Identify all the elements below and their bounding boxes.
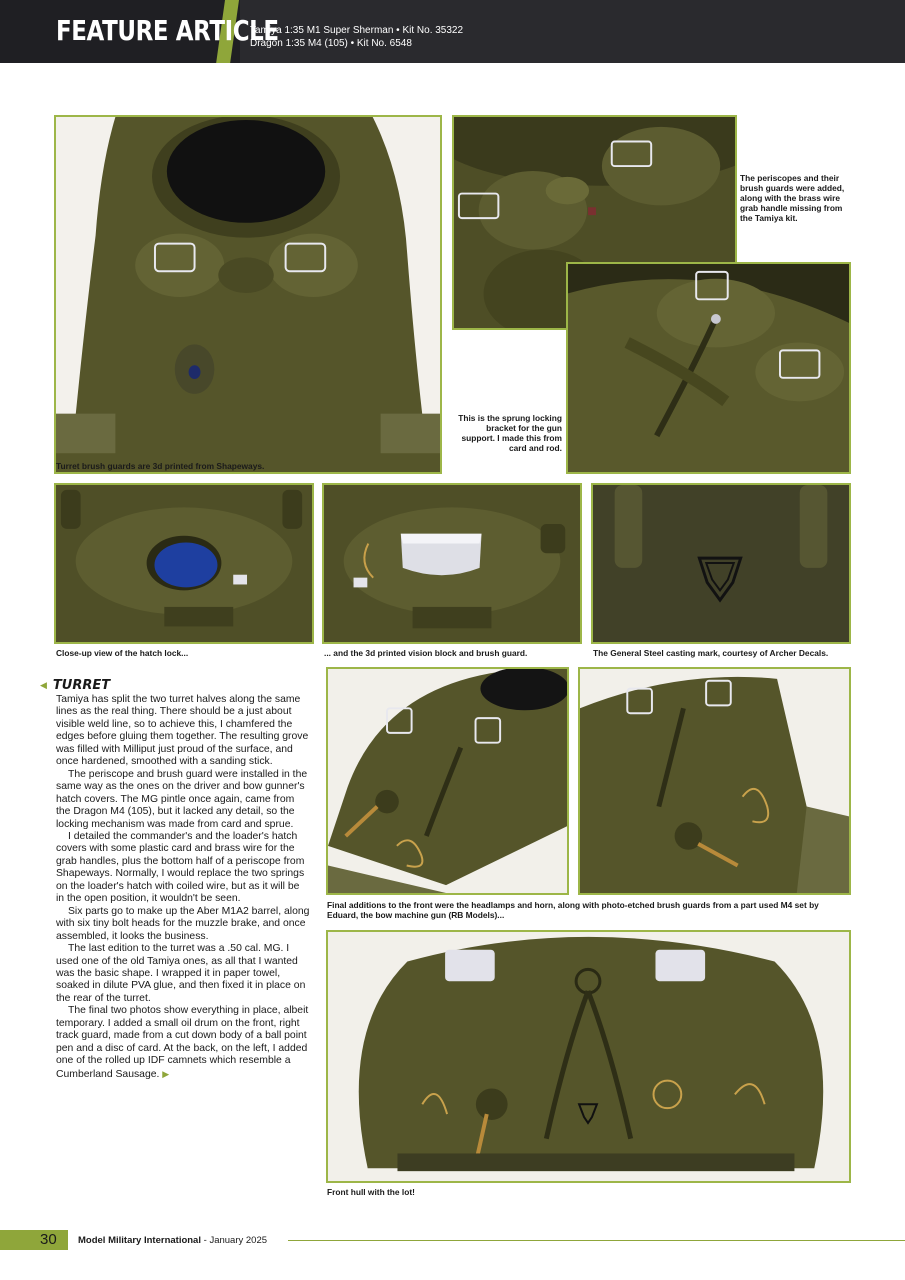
- photo-sprung-bracket: [566, 262, 851, 474]
- caption-casting-mark: The General Steel casting mark, courtesy of Archer Decals.: [593, 648, 829, 658]
- issue-date: - January 2025: [201, 1235, 268, 1246]
- photo-turret-top: [54, 115, 442, 474]
- kit-info: [250, 24, 463, 50]
- caption-turret-guards: Turret brush guards are 3d printed from Shapeways.: [56, 461, 265, 471]
- photo-final-additions-left: [326, 667, 569, 895]
- kit-line-2: Dragon 1:35 M4 (105) • Kit No. 6548: [250, 38, 412, 49]
- photo-vision-block: [322, 483, 582, 644]
- article-paragraph: The periscope and brush guard were installed in the same way as the ones on the driver and bow gunner's hatch covers. The MG pintle once again, came from the Dragon M4 (105), but it lacked any detail, so the locking mechanism was made from card and sprue.: [56, 768, 308, 830]
- page-footer: [0, 1230, 905, 1250]
- article-paragraph: The last edition to the turret was a .50 cal. MG. I used one of the old Tamiya ones, as all that I wanted was the basic shape. I wrapped it in paper towel, soaked in dilute PVA glue, and then fixed it in place on the rear of the turret.: [56, 943, 306, 1004]
- article-paragraph: Tamiya has split the two turret halves along the same lines as the real thing. There should be a just about visible weld line, so to achieve this, I chamfered the edges before gluing them together. The resulting grove was filled with Milliput just proud of the surface, and once hardened, smoothed with a sanding stick.: [56, 694, 309, 768]
- section-title: FEATURE ARTICLE: [56, 14, 279, 47]
- article-paragraph: I detailed the commander's and the loader's hatch covers with some plastic card and brass wire for the grab handles, plus the bottom half of a periscope from Shapeways. Normally, I would replace the two springs on the loader's hatch with coiled wire, but as it will be in the open position, it wouldn't be seen.: [56, 830, 305, 905]
- caption-periscopes: The periscopes and their brush guards were added, along with the brass wire grab handle missing from the Tamiya kit.: [740, 173, 845, 223]
- photo-front-hull: [326, 930, 851, 1183]
- photo-final-additions-right: [578, 667, 851, 895]
- article-body: [40, 678, 310, 1081]
- caption-sprung-bracket: This is the sprung locking bracket for the gun support. I made this from card and rod.: [458, 413, 562, 453]
- article-paragraph: The final two photos show everything in place, albeit temporary. I added a small oil drum on the front, right track guard, made from a cut down body of a ball point pen and a disc of card. At the back, on the left, I added one of the rolled up IDF camnets which resemble a Cumberland Sausage.: [56, 1005, 309, 1080]
- page-number-box: [0, 1230, 68, 1250]
- triangle-right-icon: ▶: [162, 1068, 170, 1079]
- caption-hatch-lock: Close-up view of the hatch lock...: [56, 648, 189, 658]
- caption-final-additions: Final additions to the front were the headlamps and horn, along with photo-etched brush guards from a part used M4 set by Eduard, the bow machine gun (RB Models)...: [327, 900, 819, 920]
- footer-rule: [288, 1240, 905, 1241]
- kit-line-1: Tamiya 1:35 M1 Super Sherman • Kit No. 35322: [250, 25, 464, 36]
- triangle-left-icon: ◀: [40, 680, 47, 691]
- publication-name: Model Military International: [78, 1235, 201, 1246]
- caption-vision-block: ... and the 3d printed vision block and brush guard.: [324, 648, 528, 658]
- article-heading-text: TURRET: [52, 678, 111, 693]
- publication-line: [78, 1235, 267, 1246]
- photo-hatch-lock: [54, 483, 314, 644]
- article-paragraph: Six parts go to make up the Aber M1A2 barrel, along with six tiny bolt heads for the muzzle brake, and once assembled, it looks the business.: [56, 905, 310, 942]
- caption-front-hull: Front hull with the lot!: [327, 1187, 415, 1197]
- page-number: 30: [40, 1231, 57, 1248]
- article-heading: [40, 678, 310, 693]
- page-header: [0, 0, 905, 63]
- photo-casting-mark: [591, 483, 851, 644]
